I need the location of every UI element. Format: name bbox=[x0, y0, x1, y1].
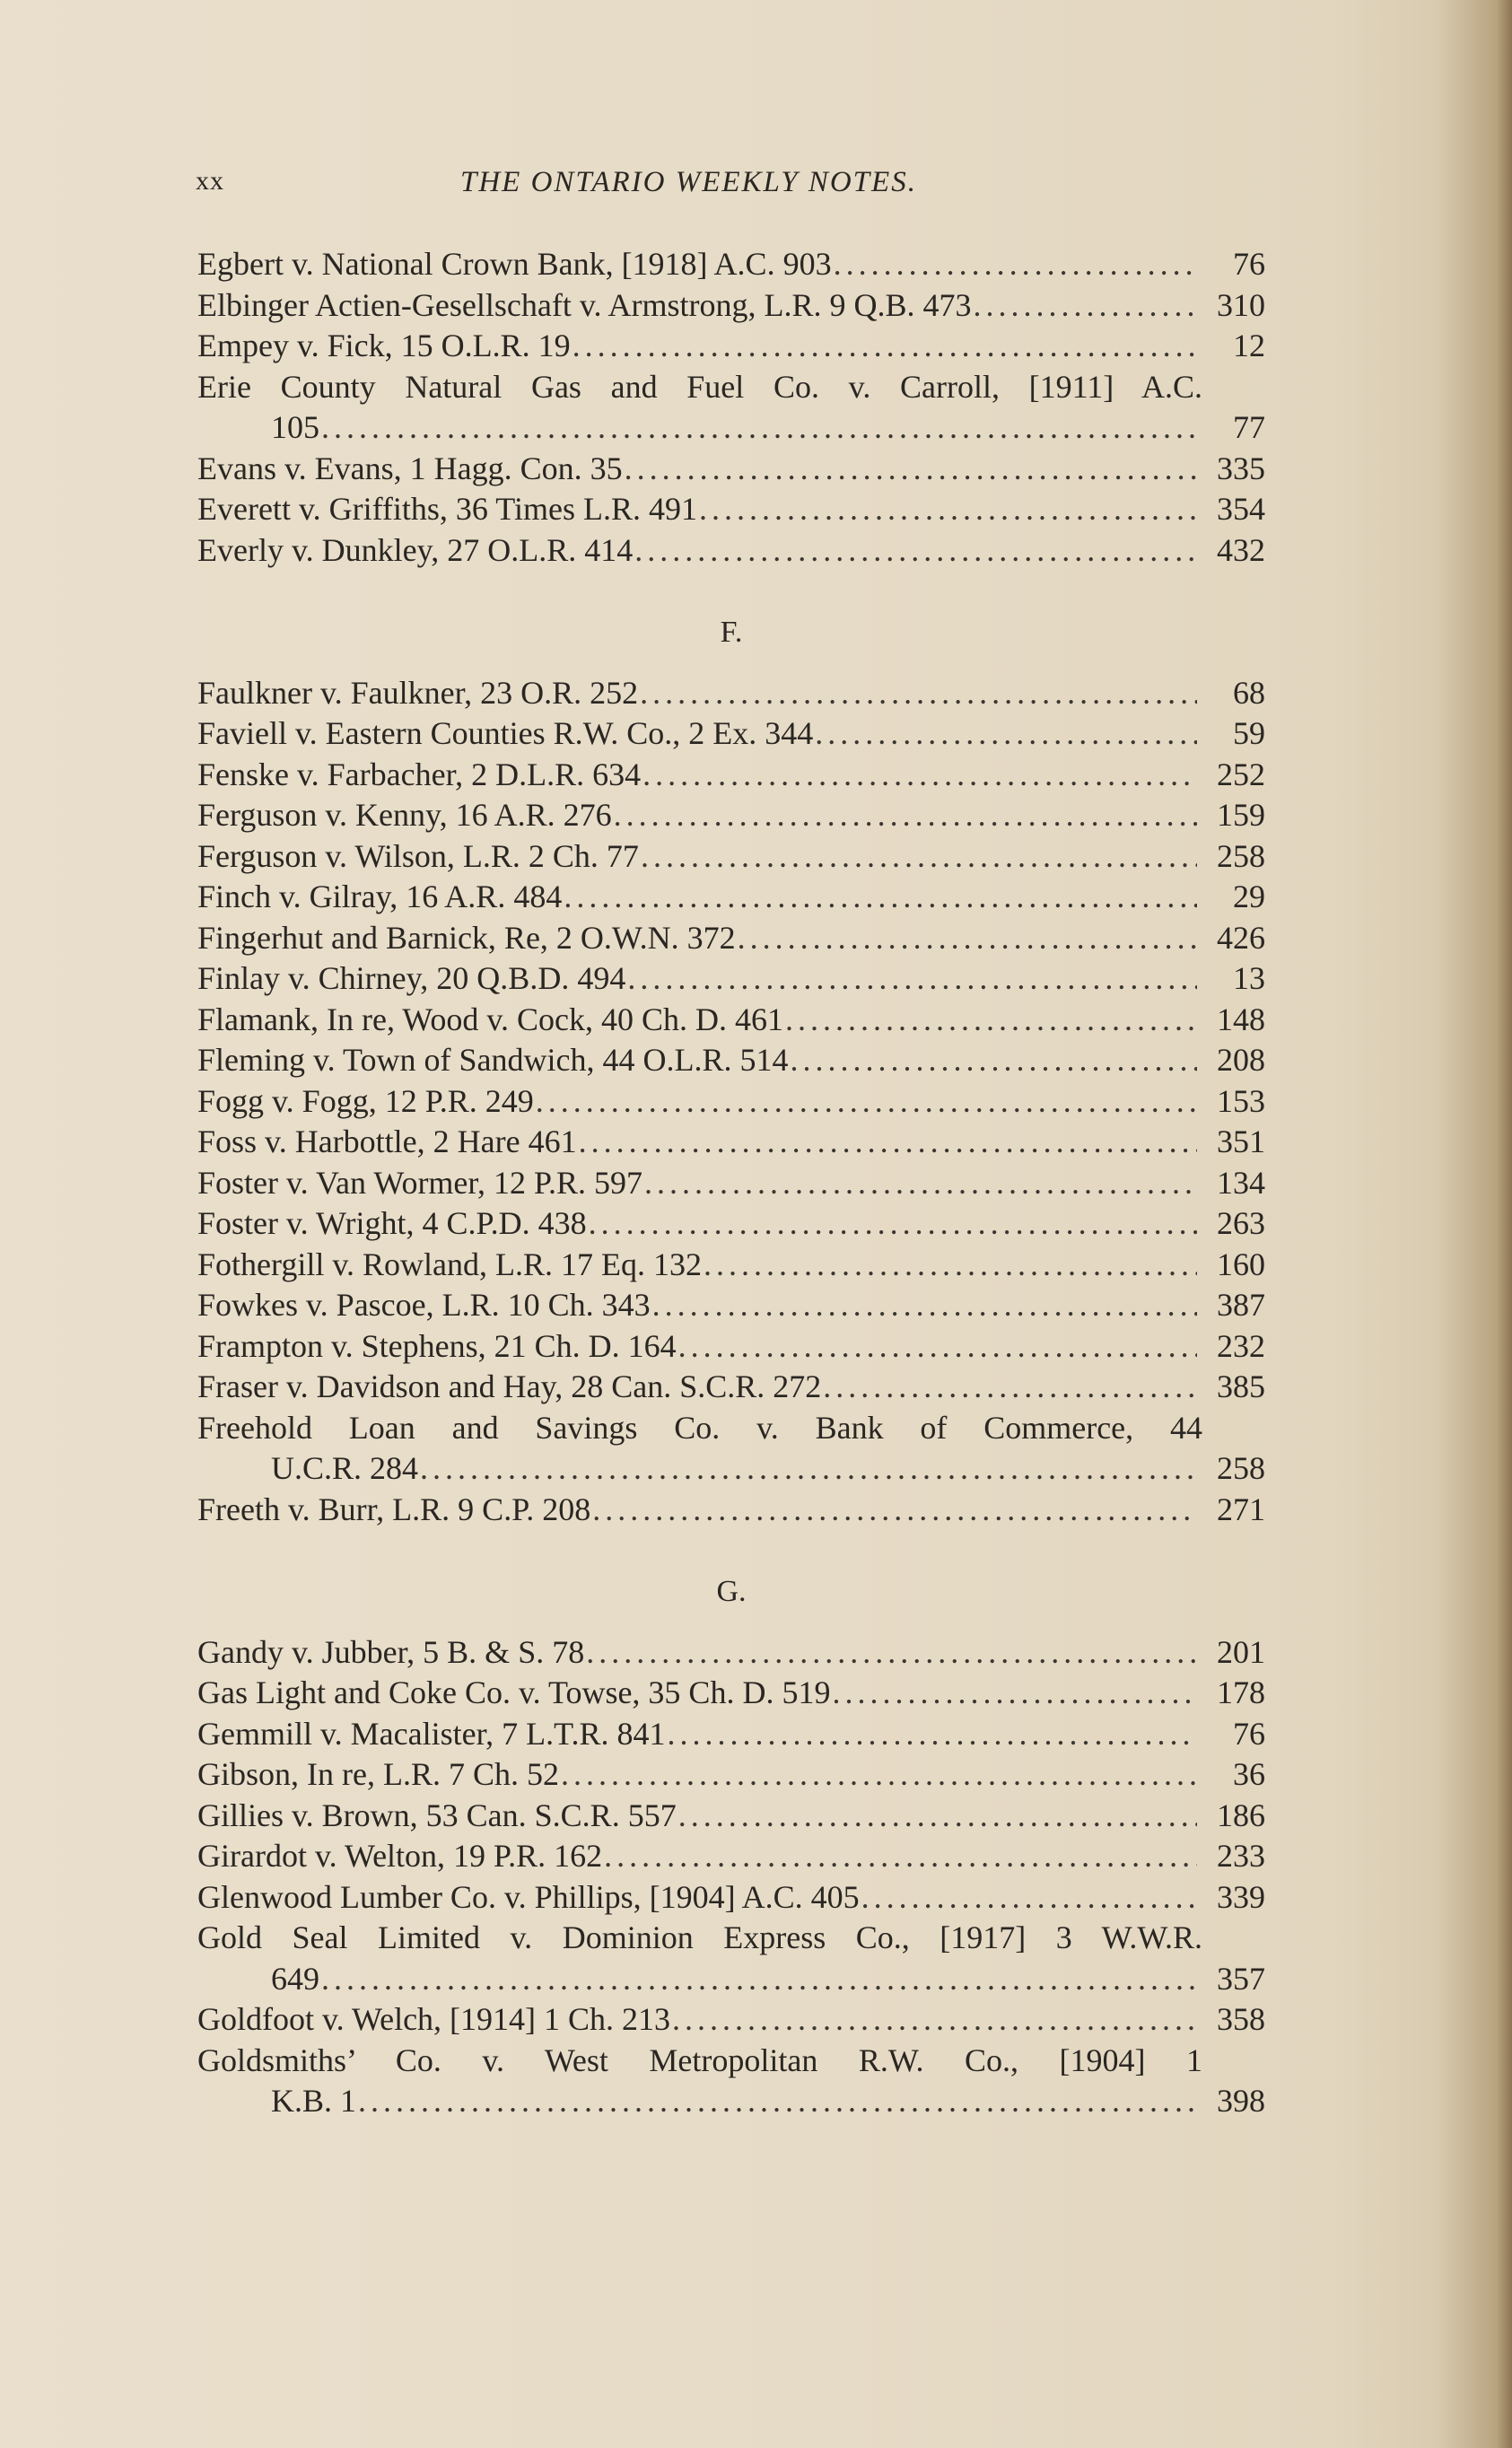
case-name: Foss v. Harbottle, 2 Hare 461 bbox=[197, 1123, 577, 1159]
case-name-line: Freehold Loan and Savings Co. v. Bank of Commerce, 44 bbox=[197, 1409, 1202, 1446]
case-name: Egbert v. National Crown Bank, [1918] A.C. 903 bbox=[197, 246, 832, 282]
page-number: 208 bbox=[1217, 1042, 1265, 1078]
page-number: 357 bbox=[1217, 1960, 1265, 1997]
list-item bbox=[197, 795, 1265, 836]
page-number: 201 bbox=[1217, 1633, 1265, 1670]
dot-leader bbox=[860, 1877, 1197, 1919]
dot-leader bbox=[638, 673, 1197, 714]
dot-leader bbox=[587, 1203, 1197, 1245]
dot-leader bbox=[633, 530, 1197, 572]
list-item bbox=[197, 244, 1265, 285]
case-name: Everett v. Griffiths, 36 Times L.R. 491 bbox=[197, 491, 697, 527]
list-item bbox=[197, 1754, 1265, 1796]
case-name-continuation: K.B. 1 bbox=[271, 2083, 357, 2119]
case-name: Gibson, In re, L.R. 7 Ch. 52 bbox=[197, 1756, 559, 1792]
case-name-line: Goldsmiths’ Co. v. West Metropolitan R.W. Co., [1904] 1 bbox=[197, 2041, 1202, 2078]
dot-leader bbox=[972, 285, 1197, 327]
page-number: 233 bbox=[1217, 1838, 1265, 1874]
case-name-continuation: 649 bbox=[271, 1960, 319, 1997]
page-number: 160 bbox=[1217, 1246, 1265, 1282]
page-folio: xx bbox=[196, 166, 224, 196]
dot-leader bbox=[677, 1796, 1197, 1837]
case-name-continuation: 105 bbox=[271, 409, 319, 445]
case-name: Evans v. Evans, 1 Hagg. Con. 35 bbox=[197, 450, 623, 486]
list-item bbox=[197, 1000, 1265, 1041]
page-number: 153 bbox=[1217, 1082, 1265, 1119]
list-item bbox=[197, 1490, 1265, 1531]
list-item bbox=[197, 1122, 1265, 1163]
list-item bbox=[197, 530, 1265, 572]
case-name: Fleming v. Town of Sandwich, 44 O.L.R. 514 bbox=[197, 1042, 789, 1078]
dot-leader bbox=[788, 1040, 1197, 1081]
dot-leader bbox=[665, 1714, 1197, 1755]
list-item bbox=[197, 407, 1265, 449]
dot-leader bbox=[612, 795, 1197, 836]
page-number: 77 bbox=[1233, 409, 1265, 445]
list-item bbox=[197, 1081, 1265, 1123]
list-item bbox=[197, 1796, 1265, 1837]
page-number: 271 bbox=[1217, 1491, 1265, 1527]
page-number: 29 bbox=[1233, 879, 1265, 914]
list-item bbox=[197, 918, 1265, 959]
page-number: 258 bbox=[1217, 837, 1265, 874]
page-number: 263 bbox=[1217, 1205, 1265, 1241]
dot-leader bbox=[534, 1081, 1197, 1123]
case-name: Empey v. Fick, 15 O.L.R. 19 bbox=[197, 328, 571, 363]
case-name: Everly v. Dunkley, 27 O.L.R. 414 bbox=[197, 531, 634, 568]
list-item bbox=[197, 449, 1265, 490]
list-item bbox=[197, 326, 1265, 367]
list-item bbox=[197, 1326, 1265, 1368]
case-name: Goldfoot v. Welch, [1914] 1 Ch. 213 bbox=[197, 2001, 671, 2037]
dot-leader bbox=[783, 1000, 1197, 1041]
page-number: 354 bbox=[1217, 491, 1265, 527]
page-number: 387 bbox=[1217, 1287, 1265, 1323]
list-item bbox=[197, 1632, 1265, 1674]
case-name: Fowkes v. Pascoe, L.R. 10 Ch. 343 bbox=[197, 1287, 651, 1323]
case-name: Glenwood Lumber Co. v. Phillips, [1904] A.C. 405 bbox=[197, 1878, 860, 1915]
dot-leader bbox=[702, 1245, 1197, 1286]
page-number: 258 bbox=[1217, 1450, 1265, 1486]
page-number: 36 bbox=[1233, 1756, 1265, 1792]
case-name: Flamank, In re, Wood v. Cock, 40 Ch. D. 461 bbox=[197, 1001, 784, 1037]
list-item bbox=[197, 673, 1265, 714]
page-number: 12 bbox=[1233, 328, 1265, 363]
case-name: Fraser v. Davidson and Hay, 28 Can. S.C.R. 272 bbox=[197, 1368, 822, 1404]
case-name: Ferguson v. Kenny, 16 A.R. 276 bbox=[197, 797, 612, 833]
list-item bbox=[197, 958, 1265, 1000]
page-number: 134 bbox=[1217, 1164, 1265, 1201]
list-item bbox=[197, 2081, 1265, 2122]
list-item bbox=[197, 1877, 1265, 1919]
page-number: 148 bbox=[1217, 1001, 1265, 1037]
dot-leader bbox=[642, 1163, 1197, 1204]
dot-leader bbox=[356, 2081, 1197, 2122]
dot-leader bbox=[697, 489, 1197, 530]
dot-leader bbox=[559, 1754, 1197, 1796]
page-number: 178 bbox=[1217, 1674, 1265, 1710]
dot-leader bbox=[832, 244, 1197, 285]
dot-leader bbox=[562, 877, 1197, 918]
case-name: Gillies v. Brown, 53 Can. S.C.R. 557 bbox=[197, 1797, 677, 1833]
list-item bbox=[197, 836, 1265, 878]
dot-leader bbox=[623, 449, 1197, 490]
case-name: Girardot v. Welton, 19 P.R. 162 bbox=[197, 1838, 603, 1874]
page-number: 339 bbox=[1217, 1878, 1265, 1915]
case-name: Frampton v. Stephens, 21 Ch. D. 164 bbox=[197, 1327, 677, 1364]
page-number: 335 bbox=[1217, 450, 1265, 486]
page-number: 68 bbox=[1233, 674, 1265, 711]
list-item bbox=[197, 1714, 1265, 1755]
dot-leader bbox=[736, 918, 1197, 959]
case-name-line: Erie County Natural Gas and Fuel Co. v. Carroll, [1911] A.C. bbox=[197, 368, 1202, 405]
case-name: Foster v. Wright, 4 C.P.D. 438 bbox=[197, 1205, 587, 1241]
case-name: Gas Light and Coke Co. v. Towse, 35 Ch. D. 519 bbox=[197, 1674, 831, 1710]
case-name: Elbinger Actien-Gesellschaft v. Armstrong, L.R. 9 Q.B. 473 bbox=[197, 286, 972, 323]
list-item bbox=[197, 489, 1265, 530]
list-item bbox=[197, 1448, 1265, 1490]
case-name: Foster v. Van Wormer, 12 P.R. 597 bbox=[197, 1164, 643, 1201]
list-item bbox=[197, 1203, 1265, 1245]
list-item bbox=[197, 1163, 1265, 1204]
dot-leader bbox=[418, 1448, 1197, 1490]
list-item bbox=[197, 1040, 1265, 1081]
case-name-continuation: U.C.R. 284 bbox=[271, 1450, 419, 1486]
list-item bbox=[197, 1245, 1265, 1286]
list-item bbox=[197, 1673, 1265, 1714]
case-name: Fogg v. Fogg, 12 P.R. 249 bbox=[197, 1082, 534, 1119]
case-name: Fenske v. Farbacher, 2 D.L.R. 634 bbox=[197, 756, 642, 792]
dot-leader bbox=[319, 407, 1197, 449]
dot-leader bbox=[641, 755, 1197, 796]
page-number: 232 bbox=[1217, 1327, 1265, 1364]
page-number: 385 bbox=[1217, 1368, 1265, 1404]
page-header bbox=[196, 166, 1272, 207]
page-number: 252 bbox=[1217, 756, 1265, 792]
case-name: Finch v. Gilray, 16 A.R. 484 bbox=[197, 879, 563, 914]
case-name: Faulkner v. Faulkner, 23 O.R. 252 bbox=[197, 674, 639, 711]
list-item bbox=[197, 877, 1265, 918]
page-number: 76 bbox=[1233, 246, 1265, 282]
page-number: 76 bbox=[1233, 1715, 1265, 1752]
page-number: 310 bbox=[1217, 286, 1265, 323]
dot-leader bbox=[590, 1490, 1197, 1531]
list-item bbox=[197, 1959, 1265, 2000]
section-heading-f: F. bbox=[720, 616, 743, 649]
case-name: Finlay v. Chirney, 20 Q.B.D. 494 bbox=[197, 960, 626, 996]
case-name: Ferguson v. Wilson, L.R. 2 Ch. 77 bbox=[197, 837, 639, 874]
case-name: Fingerhut and Barnick, Re, 2 O.W.N. 372 bbox=[197, 919, 736, 956]
dot-leader bbox=[821, 1367, 1197, 1408]
case-name: Gemmill v. Macalister, 7 L.T.R. 841 bbox=[197, 1715, 666, 1752]
dot-leader bbox=[571, 326, 1197, 367]
dot-leader bbox=[319, 1959, 1197, 2000]
case-name: Fothergill v. Rowland, L.R. 17 Eq. 132 bbox=[197, 1246, 702, 1282]
case-name: Faviell v. Eastern Counties R.W. Co., 2 Ex. 344 bbox=[197, 715, 814, 751]
case-name: Freeth v. Burr, L.R. 9 C.P. 208 bbox=[197, 1491, 591, 1527]
page-number: 159 bbox=[1217, 797, 1265, 833]
list-item bbox=[197, 755, 1265, 796]
index-of-cases bbox=[197, 244, 1265, 2122]
dot-leader bbox=[813, 713, 1197, 755]
list-item bbox=[197, 1285, 1265, 1326]
dot-leader bbox=[577, 1122, 1197, 1163]
page-number: 358 bbox=[1217, 2001, 1265, 2037]
running-title: THE ONTARIO WEEKLY NOTES. bbox=[460, 166, 917, 198]
case-name: Gandy v. Jubber, 5 B. & S. 78 bbox=[197, 1633, 585, 1670]
list-item bbox=[197, 1367, 1265, 1408]
dot-leader bbox=[602, 1836, 1197, 1877]
dot-leader bbox=[670, 1999, 1197, 2041]
page-number: 398 bbox=[1217, 2083, 1265, 2119]
dot-leader bbox=[830, 1673, 1197, 1714]
list-item bbox=[197, 285, 1265, 327]
page-number: 186 bbox=[1217, 1797, 1265, 1833]
list-item bbox=[197, 1836, 1265, 1877]
page-number: 351 bbox=[1217, 1123, 1265, 1159]
list-item bbox=[197, 713, 1265, 755]
dot-leader bbox=[625, 958, 1197, 1000]
page-number: 13 bbox=[1233, 960, 1265, 996]
dot-leader bbox=[639, 836, 1197, 878]
dot-leader bbox=[584, 1632, 1197, 1674]
page-number: 432 bbox=[1217, 531, 1265, 568]
dot-leader bbox=[651, 1285, 1197, 1326]
case-name-line: Gold Seal Limited v. Dominion Express Co., [1917] 3 W.W.R. bbox=[197, 1919, 1202, 1955]
section-heading-g: G. bbox=[716, 1575, 747, 1608]
dot-leader bbox=[677, 1326, 1197, 1368]
page-number: 59 bbox=[1233, 715, 1265, 751]
list-item bbox=[197, 1999, 1265, 2041]
page-number: 426 bbox=[1217, 919, 1265, 956]
